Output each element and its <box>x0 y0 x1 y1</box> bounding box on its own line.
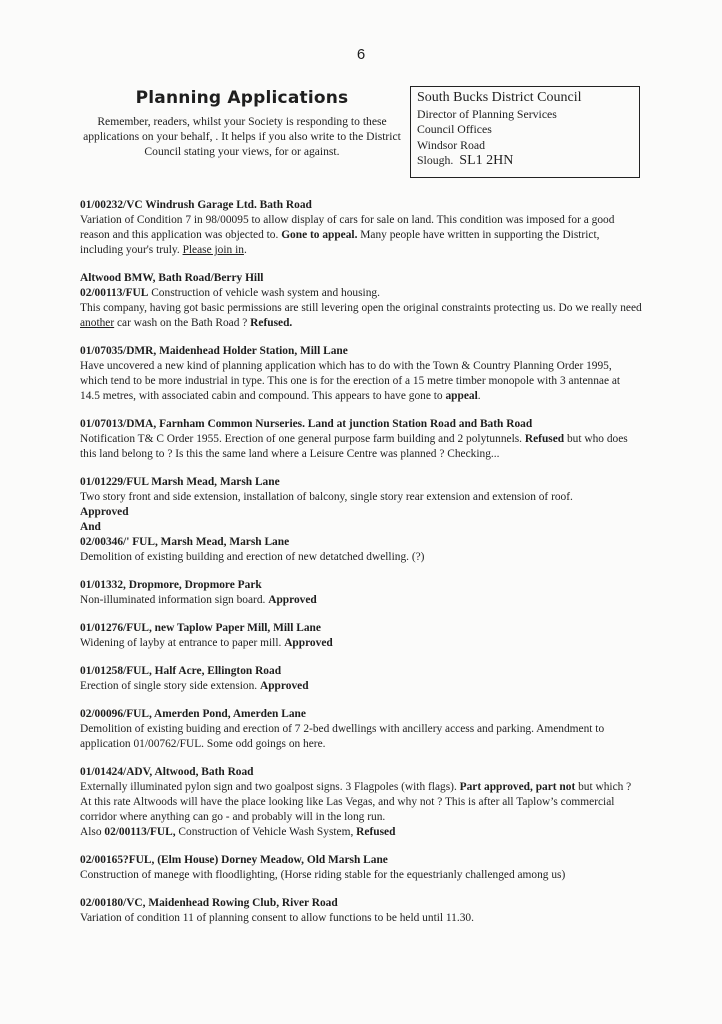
entry-text-part: Notification T& C Order 1955. Erection of one general purpose farm building and 2 polytunnels. <box>80 433 525 445</box>
entry-altwood-bmw <box>80 271 642 331</box>
entry-text-part: Construction of vehicle wash system and housing. <box>148 287 380 299</box>
entry-emphasis: Please join in <box>182 244 244 256</box>
entry-status: Refused <box>524 433 565 445</box>
intro-text: Remember, readers, whilst your Society is responding to these applications on your behalf, . It helps if you also write to the District Council stating your views, for or against. <box>83 115 401 158</box>
entry-text: Demolition of existing buiding and erection of 7 2-bed dwellings with ancillery access and parking. Amendment to application 01/00762/FUL. Some odd goings on here. <box>80 723 605 750</box>
planning-entries <box>80 198 642 939</box>
entry-heading: 01/07035/DMR, Maidenhead Holder Station, Mill Lane <box>80 345 348 357</box>
entry-heading: 01/01258/FUL, Half Acre, Ellington Road <box>80 665 282 677</box>
entry-text: Variation of condition 11 of planning consent to allow functions to be held until 11.30. <box>80 912 474 924</box>
entry-text: Two story front and side extension, installation of balcony, single story rear extension and extension of roof. <box>80 491 573 503</box>
entry-status: Approved <box>260 680 309 692</box>
entry-subheading-line <box>80 286 642 301</box>
entry-half-acre <box>80 664 642 694</box>
entry-text <box>80 359 642 404</box>
entry-text-part: Construction of Vehicle Wash System, <box>175 826 357 838</box>
entry-text-part: but who does this land belong to ? Is this the same land where a Leisure Centre was planned ? Checking... <box>80 433 628 460</box>
entry-text-part: Widening of layby at entrance to paper mill. <box>80 637 285 649</box>
address-town-line <box>417 153 633 168</box>
entry-text-part: car wash on the Bath Road ? <box>114 317 251 329</box>
address-postcode: SL1 2HN <box>459 153 514 169</box>
entry-rowing-club <box>80 896 642 926</box>
entry-text <box>80 301 642 331</box>
entry-text-part: Non-illuminated information sign board. <box>80 594 269 606</box>
entry-status: appeal <box>445 390 478 402</box>
entry-elm-house <box>80 853 642 883</box>
entry-text-part: Variation of Condition 7 in 98/00095 to allow display of cars for sale on land. This condition was imposed for a good reason and this application was objected to. <box>80 214 615 241</box>
entry-subheading: 02/00113/FUL, <box>104 826 176 838</box>
entry-text-part: but which ? At this rate Altwoods will have the place looking like Las Vegas, and why not ? This is after all Taplow’s commercial corridor where anything can go - and probably will in the long run. <box>80 781 632 823</box>
entry-status: Approved <box>80 506 129 518</box>
entry-also-line <box>80 825 642 840</box>
entry-status: Approved <box>268 594 317 606</box>
page-number: 6 <box>356 46 366 63</box>
entry-text-part: Erection of single story side extension. <box>80 680 260 692</box>
entry-farnham-nurseries <box>80 417 642 462</box>
entry-text-part: Many people have written in supporting the District, including your's truly. <box>80 229 600 256</box>
entry-heading: 01/01424/ADV, Altwood, Bath Road <box>80 766 254 778</box>
council-name: South Bucks District Council <box>417 90 582 105</box>
entry-text <box>80 213 642 258</box>
entry-and: And <box>80 521 101 533</box>
entry-text <box>80 780 642 825</box>
entry-status: Approved <box>284 637 333 649</box>
address-town: Slough. <box>417 153 454 168</box>
entry-text <box>80 636 642 651</box>
entry-heading: 01/00232/VC Windrush Garage Ltd. Bath Road <box>80 199 312 211</box>
entry-amerden-pond <box>80 707 642 752</box>
entry-dropmore <box>80 578 642 608</box>
entry-heading: 02/00096/FUL, Amerden Pond, Amerden Lane <box>80 708 306 720</box>
address-line-2: Council Offices <box>417 122 492 137</box>
address-line-3: Windsor Road <box>417 137 486 152</box>
entry-heading: 01/01276/FUL, new Taplow Paper Mill, Mill Lane <box>80 622 321 634</box>
entry-status: Refused <box>356 826 396 838</box>
entry-text-part: Also <box>80 826 105 838</box>
entry-status: Refused. <box>250 317 293 329</box>
entry-text-part: . <box>477 390 481 402</box>
entry-text-part: . <box>243 244 247 256</box>
entry-status: Gone to appeal. <box>281 229 358 241</box>
entry-heading: 02/00165?FUL, (Elm House) Dorney Meadow, Old Marsh Lane <box>80 854 388 866</box>
entry-text: Construction of manege with floodlighting, (Horse riding stable for the equestrianly challenged among us) <box>80 869 566 881</box>
entry-heading-2: 02/00346/' FUL, Marsh Mead, Marsh Lane <box>80 536 290 548</box>
entry-heading: 01/01332, Dropmore, Dropmore Park <box>80 579 262 591</box>
council-address-box <box>410 86 640 178</box>
entry-windrush-garage <box>80 198 642 258</box>
page-title: Planning Applications <box>135 88 349 108</box>
entry-heading: Altwood BMW, Bath Road/Berry Hill <box>80 272 264 284</box>
entry-text <box>80 432 642 462</box>
entry-altwood-adv <box>80 765 642 840</box>
entry-heading: 01/07013/DMA, Farnham Common Nurseries. Land at junction Station Road and Bath Road <box>80 418 533 430</box>
entry-status: Part approved, part not <box>459 781 576 793</box>
entry-holder-station <box>80 344 642 404</box>
entry-text-part: Have uncovered a new kind of planning application which has to do with the Town & Country Planning Order 1995, which tend to be more industrial in type. This one is for the erection of a 15 metre timber monopole with 3 antennae at 14.5 metres, with associated cabin and compound. This appears to have gone to <box>80 360 621 402</box>
address-line-1: Director of Planning Services <box>417 107 557 121</box>
entry-heading: 02/00180/VC, Maidenhead Rowing Club, River Road <box>80 897 338 909</box>
entry-subheading: 02/00113/FUL <box>80 287 149 299</box>
entry-text <box>80 679 642 694</box>
entry-text-part: This company, having got basic permissions are still levering open the original constraints protecting us. Do we really need <box>80 302 642 314</box>
entry-text <box>80 593 642 608</box>
entry-heading: 01/01229/FUL Marsh Mead, Marsh Lane <box>80 476 280 488</box>
entry-marsh-mead <box>80 475 642 565</box>
entry-text-2: Demolition of existing building and erection of new detatched dwelling. (?) <box>80 551 425 563</box>
entry-text-part: Externally illuminated pylon sign and two goalpost signs. 3 Flagpoles (with flags). <box>80 781 460 793</box>
entry-emphasis: another <box>80 317 115 329</box>
entry-paper-mill <box>80 621 642 651</box>
intro-section <box>82 88 402 159</box>
